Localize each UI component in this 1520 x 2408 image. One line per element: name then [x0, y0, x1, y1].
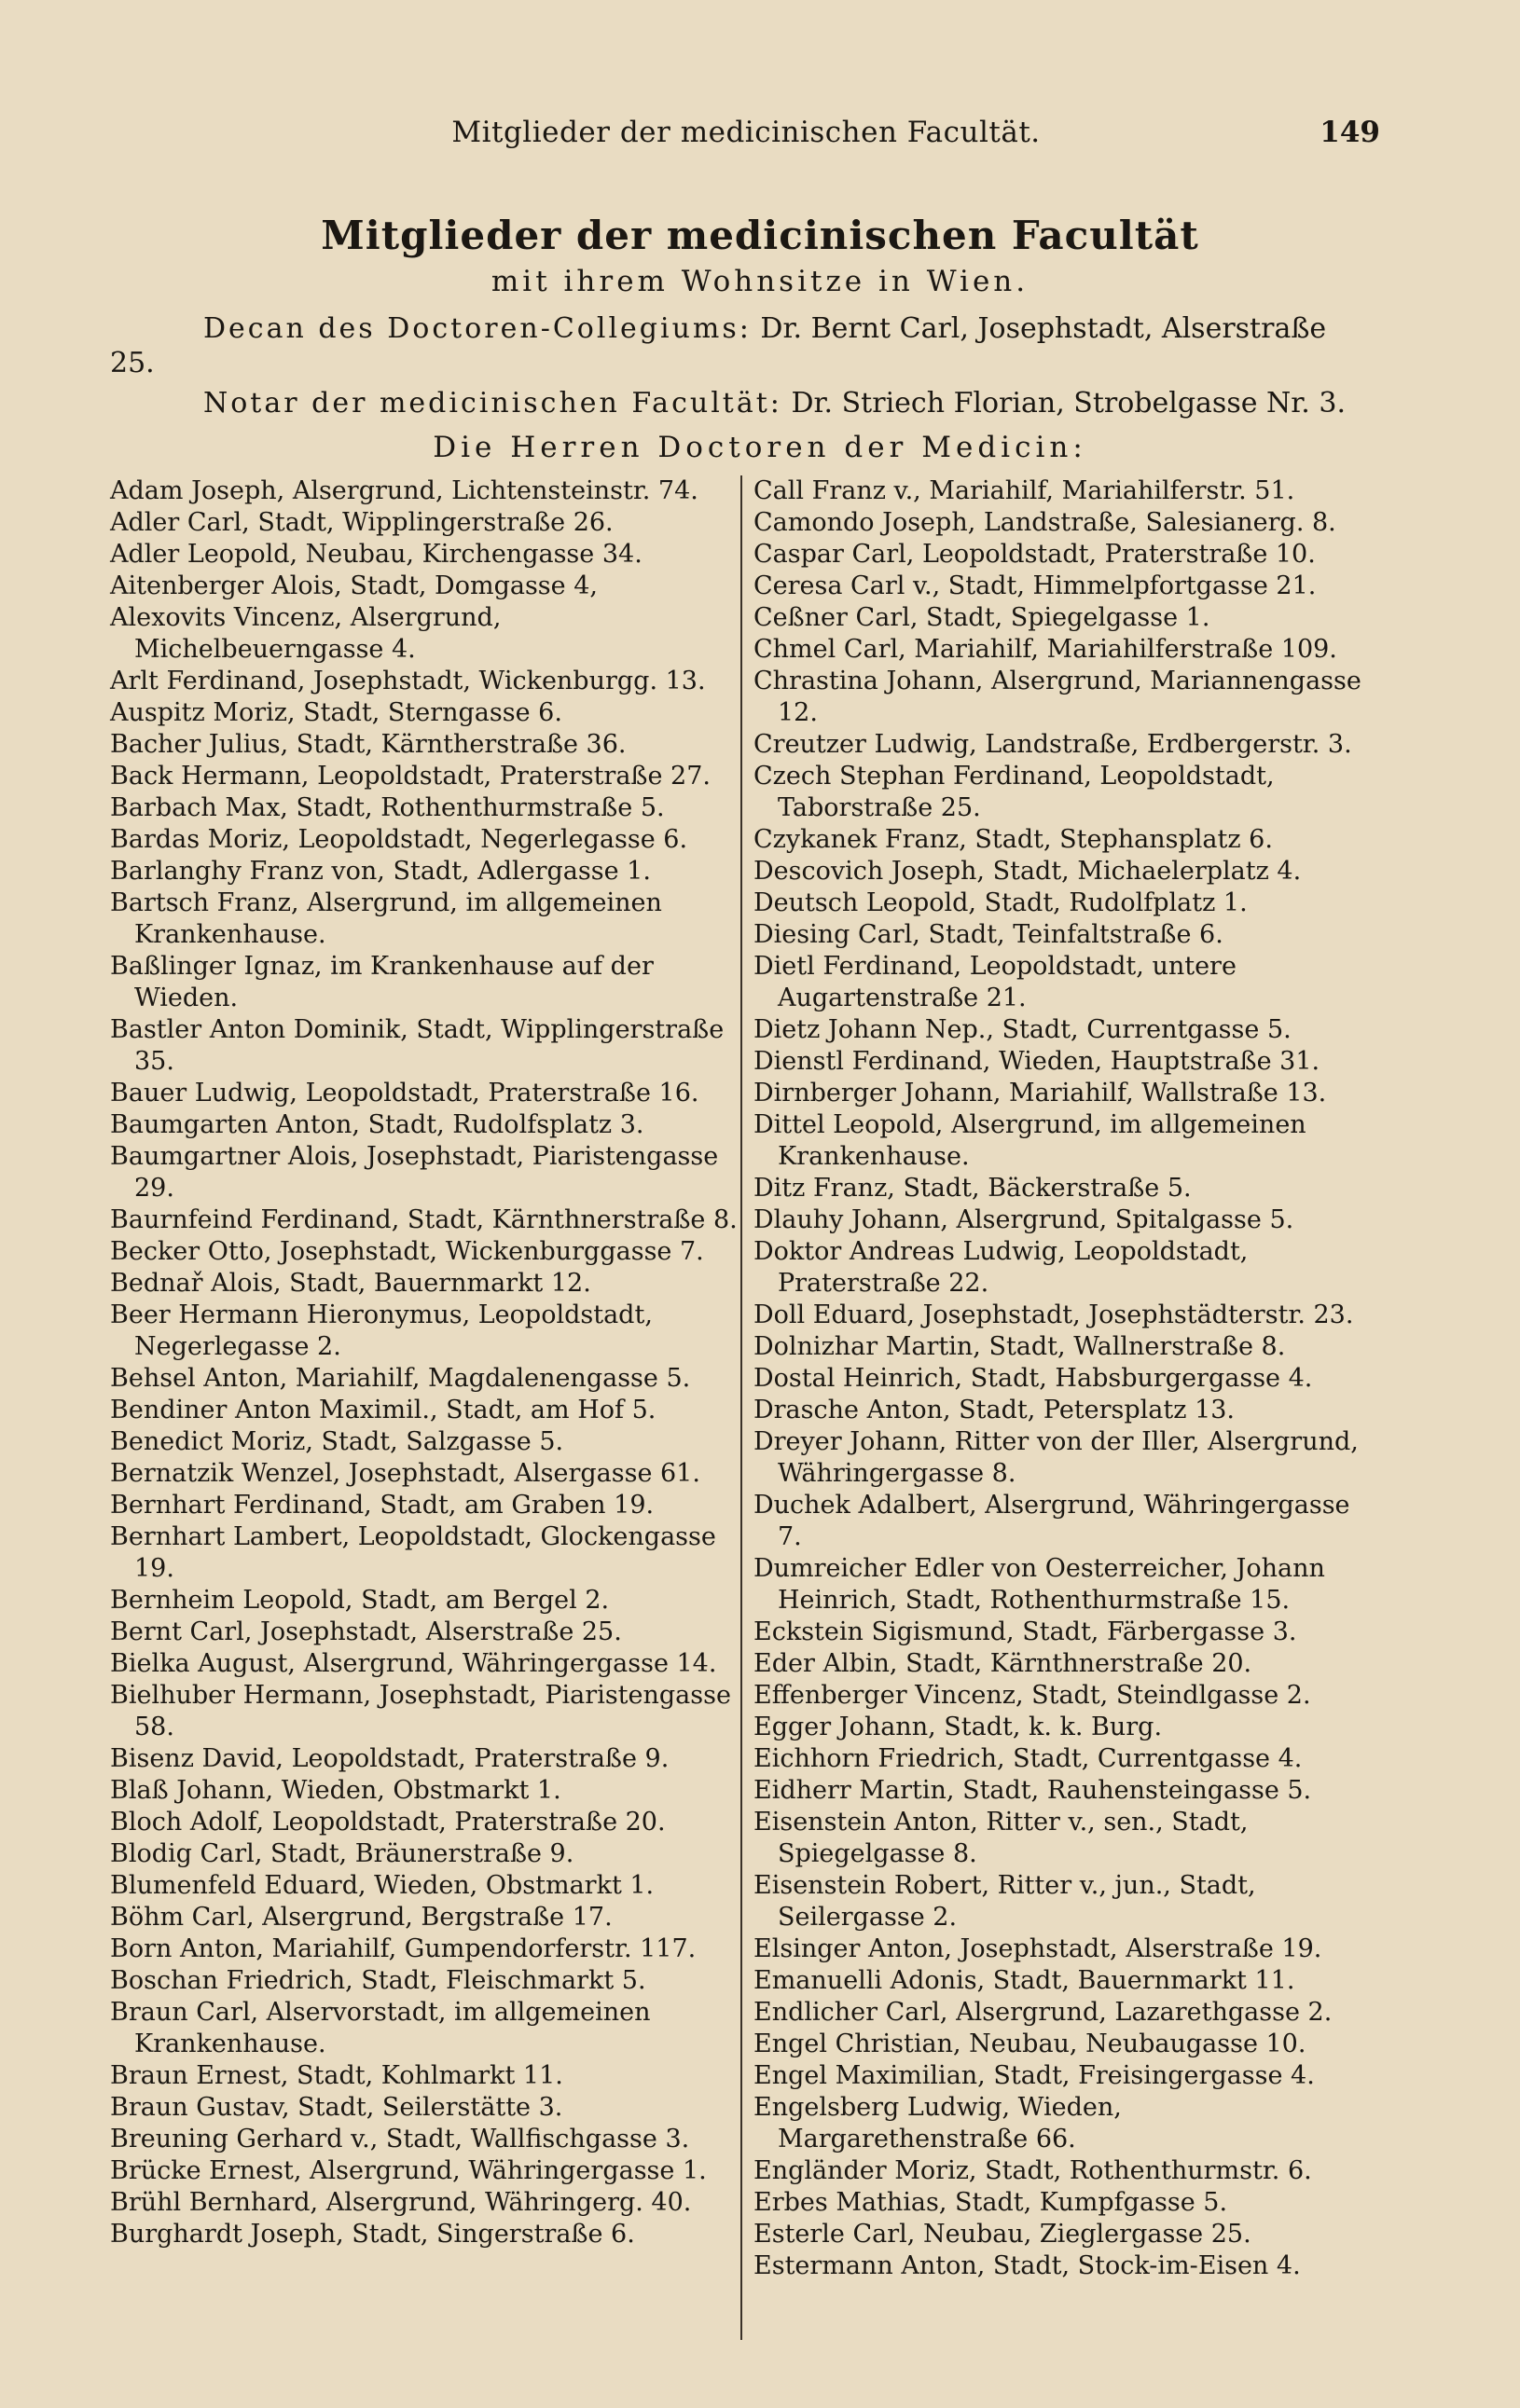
member-entry: Dostal Heinrich, Stadt, Habsburgergasse 4. [753, 1364, 1313, 1393]
member-entry: Estermann Anton, Stadt, Stock-im-Eisen 4. [753, 2251, 1301, 2280]
member-entry: Blaß Johann, Wieden, Obstmarkt 1. [110, 1776, 561, 1805]
member-entry: Adam Joseph, Alsergrund, Lichtensteinstr. 74. [110, 476, 698, 505]
member-entry: Engländer Moriz, Stadt, Rothenthurmstr. 6. [753, 2156, 1312, 2185]
member-entry: Bastler Anton Dominik, Stadt, Wipplingerstraße 35. [110, 1015, 725, 1076]
member-entry: Böhm Carl, Alsergrund, Bergstraße 17. [110, 1903, 613, 1932]
member-entry: Bernheim Leopold, Stadt, am Bergel 2. [110, 1586, 610, 1615]
member-entry: Behsel Anton, Mariahilf, Magdalenengasse 5. [110, 1364, 691, 1393]
member-entry: Effenberger Vincenz, Stadt, Steindlgasse 2. [753, 1681, 1311, 1710]
member-entry: Baumgartner Alois, Josephstadt, Piaristengasse 29. [110, 1142, 719, 1203]
member-entry: Caspar Carl, Leopoldstadt, Praterstraße 10. [753, 540, 1316, 569]
member-entry: Doktor Andreas Ludwig, Leopoldstadt, Praterstraße 22. [753, 1237, 1249, 1298]
member-entry: Duchek Adalbert, Alsergrund, Währingergasse 7. [753, 1491, 1350, 1551]
member-entry: Creutzer Ludwig, Landstraße, Erdbergerstr. 3. [753, 730, 1352, 759]
left-member-list [110, 475, 744, 2250]
notar-line [110, 386, 1371, 420]
member-entry: Adler Carl, Stadt, Wipplingerstraße 26. [110, 508, 614, 537]
member-entry: Engel Christian, Neubau, Neubaugasse 10. [753, 2030, 1306, 2058]
member-entry: Call Franz v., Mariahilf, Mariahilferstr. 51. [753, 476, 1295, 505]
member-entry: Bernhart Ferdinand, Stadt, am Graben 19. [110, 1491, 655, 1520]
member-entry: Burghardt Joseph, Stadt, Singerstraße 6. [110, 2220, 635, 2249]
member-entry: Erbes Mathias, Stadt, Kumpfgasse 5. [753, 2188, 1228, 2217]
member-entry: Diesing Carl, Stadt, Teinfaltstraße 6. [753, 920, 1223, 949]
member-entry: Becker Otto, Josephstadt, Wickenburggasse 7. [110, 1237, 704, 1266]
member-entry: Eisenstein Robert, Ritter v., jun., Stadt, Seilergasse 2. [753, 1871, 1256, 1932]
member-entry: Bacher Julius, Stadt, Kärntherstraße 36. [110, 730, 627, 759]
page-title: Mitglieder der medicinischen Facultät [321, 213, 1199, 258]
member-entry: Deutsch Leopold, Stadt, Rudolfplatz 1. [753, 888, 1248, 917]
member-entry: Dirnberger Johann, Mariahilf, Wallstraße 13. [753, 1079, 1327, 1108]
member-entry: Czech Stephan Ferdinand, Leopoldstadt, Taborstraße 25. [753, 762, 1275, 822]
member-entry: Alexovits Vincenz, Alsergrund, Michelbeuerngasse 4. [110, 603, 502, 664]
member-entry: Doll Eduard, Josephstadt, Josephstädterstr. 23. [753, 1300, 1354, 1329]
right-member-list [753, 475, 1374, 2282]
member-entry: Dienstl Ferdinand, Wieden, Hauptstraße 31. [753, 1047, 1320, 1076]
member-entry: Baßlinger Ignaz, im Krankenhause auf der Wieden. [110, 952, 654, 1012]
member-entry: Blumenfeld Eduard, Wieden, Obstmarkt 1. [110, 1871, 655, 1900]
member-entry: Elsinger Anton, Josephstadt, Alserstraße 19. [753, 1934, 1322, 1963]
member-entry: Chrastina Johann, Alsergrund, Mariannengasse 12. [753, 667, 1361, 727]
member-entry: Bednař Alois, Stadt, Bauernmarkt 12. [110, 1269, 591, 1298]
column-divider [740, 475, 742, 2340]
member-entry: Barlanghy Franz von, Stadt, Adlergasse 1. [110, 857, 651, 886]
member-entry: Drasche Anton, Stadt, Petersplatz 13. [753, 1396, 1236, 1424]
member-entry: Czykanek Franz, Stadt, Stephansplatz 6. [753, 825, 1273, 854]
member-entry: Bendiner Anton Maximil., Stadt, am Hof 5. [110, 1396, 656, 1424]
member-entry: Esterle Carl, Neubau, Zieglergasse 25. [753, 2220, 1251, 2249]
member-entry: Dittel Leopold, Alsergrund, im allgemeinen Krankenhause. [753, 1110, 1306, 1171]
member-entry: Eichhorn Friedrich, Stadt, Currentgasse 4. [753, 1744, 1303, 1773]
member-entry: Eidherr Martin, Stadt, Rauhensteingasse 5. [753, 1776, 1312, 1805]
member-entry: Ditz Franz, Stadt, Bäckerstraße 5. [753, 1174, 1192, 1203]
decan-label: Decan des Doctoren-Collegiums: [203, 312, 752, 345]
member-entry: Adler Leopold, Neubau, Kirchengasse 34. [110, 540, 643, 569]
member-entry: Emanuelli Adonis, Stadt, Bauernmarkt 11. [753, 1966, 1295, 1995]
member-entry: Breuning Gerhard v., Stadt, Wallfischgasse 3. [110, 2125, 690, 2153]
member-entry: Born Anton, Mariahilf, Gumpendorferstr. 117. [110, 1934, 697, 1963]
member-entry: Bisenz David, Leopoldstadt, Praterstraße 9. [110, 1744, 670, 1773]
member-entry: Auspitz Moriz, Stadt, Sterngasse 6. [110, 698, 562, 727]
member-entry: Baurnfeind Ferdinand, Stadt, Kärnthnerstraße 8. [110, 1205, 738, 1234]
decan-line [110, 311, 1371, 380]
member-entry: Braun Gustav, Stadt, Seilerstätte 3. [110, 2093, 563, 2122]
member-entry: Aitenberger Alois, Stadt, Domgasse 4, [110, 571, 598, 600]
member-entry: Engelsberg Ludwig, Wieden, Margarethenstraße 66. [753, 2093, 1122, 2153]
member-entry: Bernt Carl, Josephstadt, Alserstraße 25. [110, 1617, 622, 1646]
member-entry: Bardas Moriz, Leopoldstadt, Negerlegasse 6. [110, 825, 688, 854]
member-entry: Dreyer Johann, Ritter von der Iller, Alsergrund, Währingergasse 8. [753, 1427, 1359, 1488]
member-entry: Endlicher Carl, Alsergrund, Lazarethgasse 2. [753, 1998, 1333, 2027]
member-entry: Ceresa Carl v., Stadt, Himmelpfortgasse 21. [753, 571, 1317, 600]
member-entry: Braun Carl, Alservorstadt, im allgemeinen Krankenhause. [110, 1998, 651, 2058]
member-entry: Back Hermann, Leopoldstadt, Praterstraße 27. [110, 762, 711, 791]
member-entry: Braun Ernest, Stadt, Kohlmarkt 11. [110, 2061, 563, 2090]
member-entry: Engel Maximilian, Stadt, Freisingergasse 4. [753, 2061, 1315, 2090]
member-entry: Bielhuber Hermann, Josephstadt, Piaristengasse 58. [110, 1681, 731, 1741]
member-entry: Bartsch Franz, Alsergrund, im allgemeinen Krankenhause. [110, 888, 662, 949]
member-entry: Bernhart Lambert, Leopoldstadt, Glockengasse 19. [110, 1522, 716, 1583]
member-entry: Dumreicher Edler von Oesterreicher, Johann Heinrich, Stadt, Rothenthurmstraße 15. [753, 1554, 1325, 1615]
member-entry: Camondo Joseph, Landstraße, Salesianerg. 8. [753, 508, 1336, 537]
member-entry: Benedict Moriz, Stadt, Salzgasse 5. [110, 1427, 564, 1456]
member-entry: Dolnizhar Martin, Stadt, Wallnerstraße 8. [753, 1332, 1286, 1361]
member-entry: Bauer Ludwig, Leopoldstadt, Praterstraße 16. [110, 1079, 699, 1108]
member-entry: Arlt Ferdinand, Josephstadt, Wickenburgg. 13. [110, 667, 706, 695]
member-entry: Descovich Joseph, Stadt, Michaelerplatz 4. [753, 857, 1302, 886]
notar-value: Dr. Striech Florian, Strobelgasse Nr. 3. [791, 387, 1346, 420]
member-entry: Dlauhy Johann, Alsergrund, Spitalgasse 5. [753, 1205, 1294, 1234]
member-entry: Brücke Ernest, Alsergrund, Währingergasse 1. [110, 2156, 707, 2185]
member-entry: Ceßner Carl, Stadt, Spiegelgasse 1. [753, 603, 1210, 632]
member-entry: Baumgarten Anton, Stadt, Rudolfsplatz 3. [110, 1110, 644, 1139]
member-entry: Barbach Max, Stadt, Rothenthurmstraße 5. [110, 793, 665, 822]
member-entry: Eder Albin, Stadt, Kärnthnerstraße 20. [753, 1649, 1252, 1678]
member-entry: Blodig Carl, Stadt, Bräunerstraße 9. [110, 1839, 574, 1868]
running-head [112, 116, 1380, 162]
member-entry: Bloch Adolf, Leopoldstadt, Praterstraße 20. [110, 1808, 666, 1837]
decan-value: Dr. Bernt Carl, Josephstadt, Alserstraße 25. [110, 312, 1327, 379]
member-entry: Dietl Ferdinand, Leopoldstadt, untere Augartenstraße 21. [753, 952, 1237, 1012]
member-entry: Eisenstein Anton, Ritter v., sen., Stadt, Spiegelgasse 8. [753, 1808, 1249, 1868]
member-entry: Bielka August, Alsergrund, Währingergasse 14. [110, 1649, 717, 1678]
member-entry: Chmel Carl, Mariahilf, Mariahilferstraße 109. [753, 635, 1337, 664]
running-title: Mitglieder der medicinischen Facultät. [451, 116, 1041, 149]
left-column [110, 475, 744, 2250]
member-entry: Eckstein Sigismund, Stadt, Färbergasse 3. [753, 1617, 1297, 1646]
member-entry: Dietz Johann Nep., Stadt, Currentgasse 5. [753, 1015, 1292, 1044]
doctors-heading: Die Herren Doctoren der Medicin: [433, 431, 1087, 464]
member-entry: Beer Hermann Hieronymus, Leopoldstadt, Negerlegasse 2. [110, 1300, 653, 1361]
member-entry: Bernatzik Wenzel, Josephstadt, Alsergasse 61. [110, 1459, 700, 1488]
member-entry: Brühl Bernhard, Alsergrund, Währingerg. 40. [110, 2188, 692, 2217]
page-subtitle: mit ihrem Wohnsitze in Wien. [491, 265, 1029, 298]
page-number: 149 [1320, 116, 1380, 149]
member-entry: Egger Johann, Stadt, k. k. Burg. [753, 1713, 1163, 1741]
member-entry: Boschan Friedrich, Stadt, Fleischmarkt 5. [110, 1966, 646, 1995]
right-column [753, 475, 1374, 2282]
notar-label: Notar der medicinischen Facultät: [203, 387, 782, 420]
